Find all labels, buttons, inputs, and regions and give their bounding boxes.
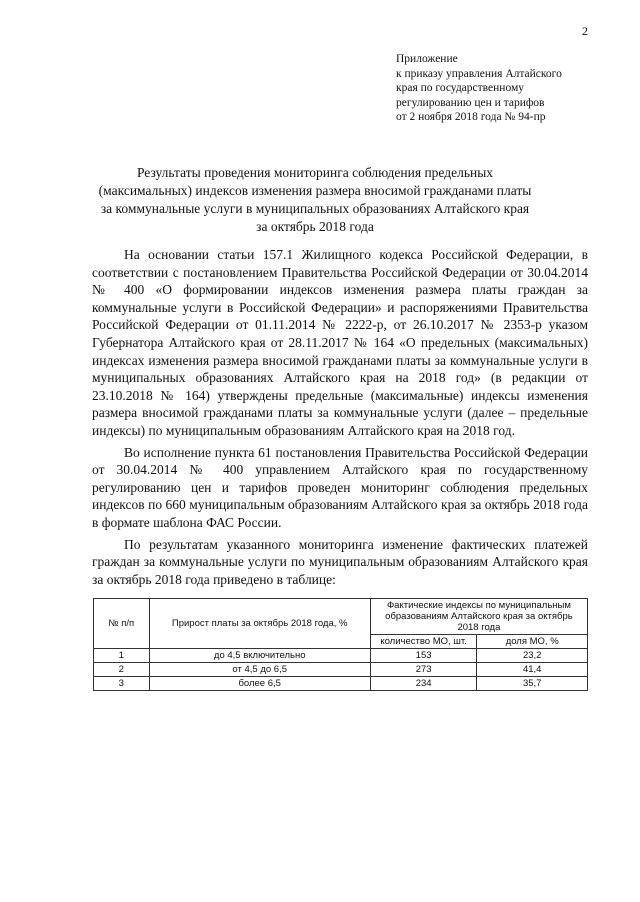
title-line: (максимальных) индексов изменения размера вносимой гражданами платы bbox=[98, 183, 532, 198]
cell-growth: более 6,5 bbox=[149, 677, 370, 691]
body-text bbox=[92, 246, 588, 592]
title-line: за коммунальные услуги в муниципальных образованиях Алтайского края bbox=[100, 201, 530, 216]
header-actual-indices: Фактические индексы по муниципальным образованиям Алтайского края за октябрь 2018 года bbox=[370, 599, 587, 635]
appendix-line: регулированию цен и тарифов bbox=[396, 96, 545, 109]
cell-num: 1 bbox=[94, 649, 150, 663]
appendix-line: Приложение bbox=[396, 53, 458, 65]
document-title bbox=[60, 164, 570, 236]
table-header-row bbox=[94, 599, 588, 635]
paragraph-monitoring: Во исполнение пункта 61 постановления Правительства Российской Федерации от 30.04.2014 № 400 управлением Алтайского края по государственному регулированию цен и тарифов проведен мониторинг соблюдения предельных индексов по 660 муниципальным образованиям Алтайского края за октябрь 2018 года в формате шаблона ФАС России. bbox=[92, 444, 588, 530]
cell-share: 41,4 bbox=[477, 663, 588, 677]
results-table bbox=[93, 598, 588, 691]
paragraph-legal-basis: На основании статьи 157.1 Жилищного кодекса Российской Федерации, в соответствии с постановлением Правительства Российской Федерации от 30.04.2014 № 400 «О формировании индексов изменения размера платы граждан за коммунальные услуги в Российской Федерации» и распоряжениями Правительства Российской Федерации от 01.11.2014 № 2222-р, от 26.10.2017 № 2353-р указом Губернатора Алтайского края от 28.11.2017 № 164 «О предельных (максимальных) индексах изменения размера вносимой гражданами платы за коммунальные услуги в муниципальных образованиях Алтайского края на 2018 год» (в редакции от 23.10.2018 № 164) утверждены предельные (максимальные) индексы изменения размера вносимой гражданами платы за коммунальные услуги (далее – предельные индексы) по муниципальным образованиям Алтайского края на 2018 год. bbox=[92, 247, 588, 438]
cell-share: 23,2 bbox=[477, 649, 588, 663]
table-row bbox=[94, 649, 588, 663]
cell-growth: до 4,5 включительно bbox=[149, 649, 370, 663]
title-line: Результаты проведения мониторинга соблюдения предельных bbox=[136, 165, 494, 180]
cell-growth: от 4,5 до 6,5 bbox=[149, 663, 370, 677]
title-line: за октябрь 2018 года bbox=[256, 219, 374, 234]
header-num: № п/п bbox=[94, 599, 150, 649]
cell-num: 2 bbox=[94, 663, 150, 677]
appendix-block bbox=[396, 52, 621, 125]
header-share: доля МО, % bbox=[477, 635, 588, 649]
header-growth: Прирост платы за октябрь 2018 года, % bbox=[149, 599, 370, 649]
cell-count: 153 bbox=[370, 649, 477, 663]
appendix-line: от 2 ноября 2018 года № 94-пр bbox=[396, 111, 546, 123]
header-count: количество МО, шт. bbox=[370, 635, 477, 649]
table-row bbox=[94, 677, 588, 691]
cell-count: 234 bbox=[370, 677, 477, 691]
cell-count: 273 bbox=[370, 663, 477, 677]
page-number: 2 bbox=[582, 24, 588, 38]
appendix-line: края по государственному bbox=[396, 82, 524, 94]
appendix-line: к приказу управления Алтайского bbox=[396, 67, 562, 80]
cell-num: 3 bbox=[94, 677, 150, 691]
cell-share: 35,7 bbox=[477, 677, 588, 691]
table-row bbox=[94, 663, 588, 677]
paragraph-results-intro: По результатам указанного мониторинга изменение фактических платежей граждан за коммунальные услуги по муниципальным образованиям Алтайского края за октябрь 2018 года приведено в таблице: bbox=[92, 536, 588, 587]
